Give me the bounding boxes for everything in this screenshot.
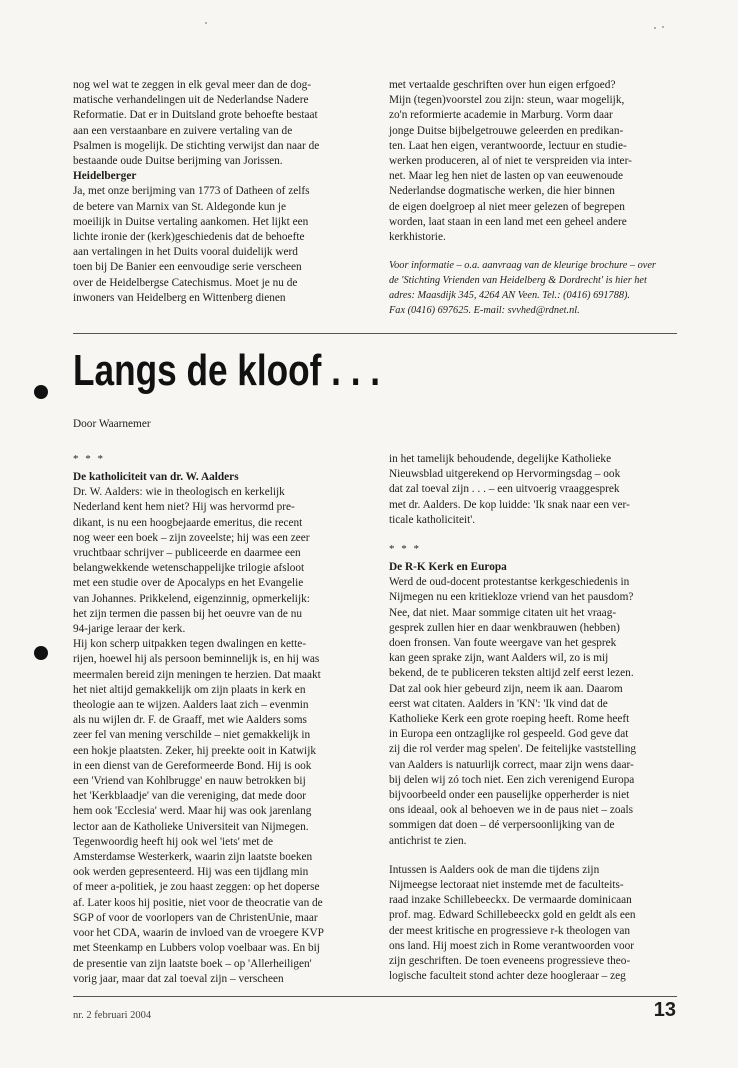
scan-speck <box>662 26 664 28</box>
section-heading-katholiciteit: De katholiciteit van dr. W. Aalders <box>73 471 239 483</box>
article-paragraph: Dr. W. Aalders: wie in theologisch en kerkelijk Nederland kent hem niet? Hij was hervormd pre- dikant, is nu een hoogbejaarde emeritus, die recent nog weer een boek – zijn zoveelste; hij was een zeer vruchtbaar schrijver – publiceerde en daarmee een belangwekkende wetenschappelijke trilogie afsloot met een studie over de Apocalyps en het Evangelie van Johannes. Prikkelend, eigenzinnig, opmerkelijk: het zijn termen die passen bij het oeuvre van de nu 94-jarige leraar der kerk. <box>73 486 310 636</box>
article-paragraph: Hij kon scherp uitpakken tegen dwalingen en kette- rijen, hoewel hij als persoon beminnelijk is, en hij was meermalen bereid zijn meningen te herzien. Dat maakt het niet altijd gemakkelijk om zijn plaats in kerk en theologie aan te wijzen. Aalders laat zich – evenmin als nu wijlen dr. F. de Graaff, met wie Aalders soms zeer fel van mening verschilde – niet gemakkelijk in een hokje plaatsten. Zeker, hij preekte ooit in Katwijk in een dienst van de Gereformeerde Bond. Hij is ook een 'Vriend van Kohlbrugge' en nauw betrokken bij het 'Kerkblaadje' van die vereniging, dat mede door hem ook 'Ecclesia' werd. Maar hij was ook jarenlang lector aan de Katholieke Universiteit van Nijmegen. <box>73 638 321 833</box>
section-heading-rk-kerk: De R-K Kerk en Europa <box>389 561 507 574</box>
top-left-column <box>73 78 368 306</box>
article-paragraph: Tegenwoordig heeft hij ook wel 'iets' met de Amsterdamse Westerkerk, waarin zijn laatste boeken ook werden gepresenteerd. Hij was een tijdlang min of meer a-politiek, je zou haast zeggen: op het doperse af. Later koos hij positie, niet voor de theocratie van de SGP of voor de voorlopers van de ChristenUnie, maar voor het CDA, waarin de invloed van de vroegere KVP met Steenkamp en Lubbers volop voelbaar was. En bij de presentie van zijn laatste boek – op 'Allerheiligen' vorig jaar, maar dat zal toeval zijn – verscheen <box>73 835 324 985</box>
article-paragraph: in het tamelijk behoudende, degelijke Katholieke Nieuwsblad uitgerekend op Hervormingsdag – ook dat zal toeval zijn . . . – een uitvoerig vraaggesprek met dr. Aalders. De kop luidde: 'Ik snak naar een ver- ticale katholiciteit'. <box>389 453 630 526</box>
contact-info: Voor informatie – o.a. aanvraag van de kleurige brochure – over de 'Stichting Vrienden van Heidelberg & Dordrecht' is hier het adres: Maasdijk 345, 4264 AN Veen. Tel.: (0416) 691788). Fax (0416) 697625. E-mail: svvhed@rdnet.nl. <box>389 260 656 317</box>
section-stars: * * * <box>389 543 421 556</box>
page-number: 13 <box>653 999 676 1021</box>
scan-speck <box>654 27 656 29</box>
byline: Door Waarnemer <box>73 418 151 430</box>
top-right-column <box>389 78 677 318</box>
article-paragraph: Intussen is Aalders ook de man die tijdens zijn Nijmeegse lectoraat niet instemde met de faculteits- raad inzake Schillebeeckx. De vermaarde dominicaan prof. mag. Edward Schillebeeckx gold en geldt als een der meest kritische en progressieve r-k theologen van ons land. Hij moest zich in Rome verantwoorden voor zijn geschriften. De toen eveneens progressieve theo- logische faculteit stond achter deze hoogleraar – zeg <box>389 863 636 983</box>
article-title: Langs de kloof . . . <box>73 346 381 395</box>
article-left-column <box>73 452 368 987</box>
section-stars: * * * <box>73 453 105 465</box>
footer-divider <box>73 996 677 997</box>
punch-hole-top <box>34 385 48 399</box>
article-right-column <box>389 452 677 985</box>
section-heading-heidelberger: Heidelberger <box>73 170 137 183</box>
top-left-paragraph-2: Ja, met onze berijming van 1773 of Datheen of zelfs de betere van Marnix van St. Aldegonde kun je moeilijk in Duitse vertaling aankomen. Het lijkt een lichte ironie der (kerk)geschiedenis dat de behoefte aan vertalingen in het Duits vooral duidelijk werd toen bij De Banier een eenvoudige serie verscheen over de Heidelbergse Catechismus. Moet je nu de inwoners van Heidelberg en Wittenberg dienen <box>73 185 310 304</box>
section-divider <box>73 333 677 334</box>
top-right-paragraph: met vertaalde geschriften over hun eigen erfgoed? Mijn (tegen)voorstel zou zijn: steun, waar mogelijk, zo'n reformierte academie in Marburg. Vorm daar jonge Duitse bijbelgetrouwe geleerden en predikan- ten. Laat hen eigen, verantwoorde, lectuur en studie- werken produceren, al of niet te verspreiden via inter- net. Maar leg hen niet de lasten op van eeuwenoude Nederlandse dogmatische werken, die hier binnen de eigen doelgroep al niet meer gelezen of begrepen worden, laat staan in een land met een geheel andere kerkhistorie. <box>389 79 632 244</box>
top-left-paragraph: nog wel wat te zeggen in elk geval meer dan de dog- matische verhandelingen uit de Nederlandse Nadere Reformatie. Dat er in Duitsland grote behoefte bestaat aan een verstaanbare en zuivere vertaling van de Psalmen is mogelijk. De stichting verwijst dan naar de bestaande oude Duitse berijming van Jorissen. <box>73 79 320 168</box>
scan-speck <box>205 22 207 24</box>
article-paragraph: Werd de oud-docent protestantse kerkgeschiedenis in Nijmegen nu een kritiekloze vriend van het pausdom? Nee, dat niet. Maar sommige citaten uit het vraag- gesprek zullen hier en daar wenkbrauwen (hebben) doen fronsen. Van foute weergave van het gesprek kan geen sprake zijn, want Aalders wil, zo is mij bekend, de te publiceren teksten altijd zelf eerst lezen. Dat zal ook hier gebeurd zijn, neem ik aan. Daarom eerst wat citaten. Aalders in 'KN': 'Ik vind dat de Katholieke Kerk een grote roeping heeft. Rome heeft in Europa een ontzaglijke rol gespeeld. God geve dat zij die rol verder mag spelen'. De feitelijke vaststelling van Aalders is natuurlijk correct, maar zijn wens daar- bij delen wij zó toch niet. Een zich verenigend Europa bijvoorbeeld onder een pauselijke opperherder is niet ons ideaal, ook al behoeven we in de paus niet – zoals sommigen dat doen – dé verpersoonlijking van de antichrist te zien. <box>389 576 637 847</box>
punch-hole-bottom <box>34 646 48 660</box>
issue-label: nr. 2 februari 2004 <box>73 1010 152 1021</box>
